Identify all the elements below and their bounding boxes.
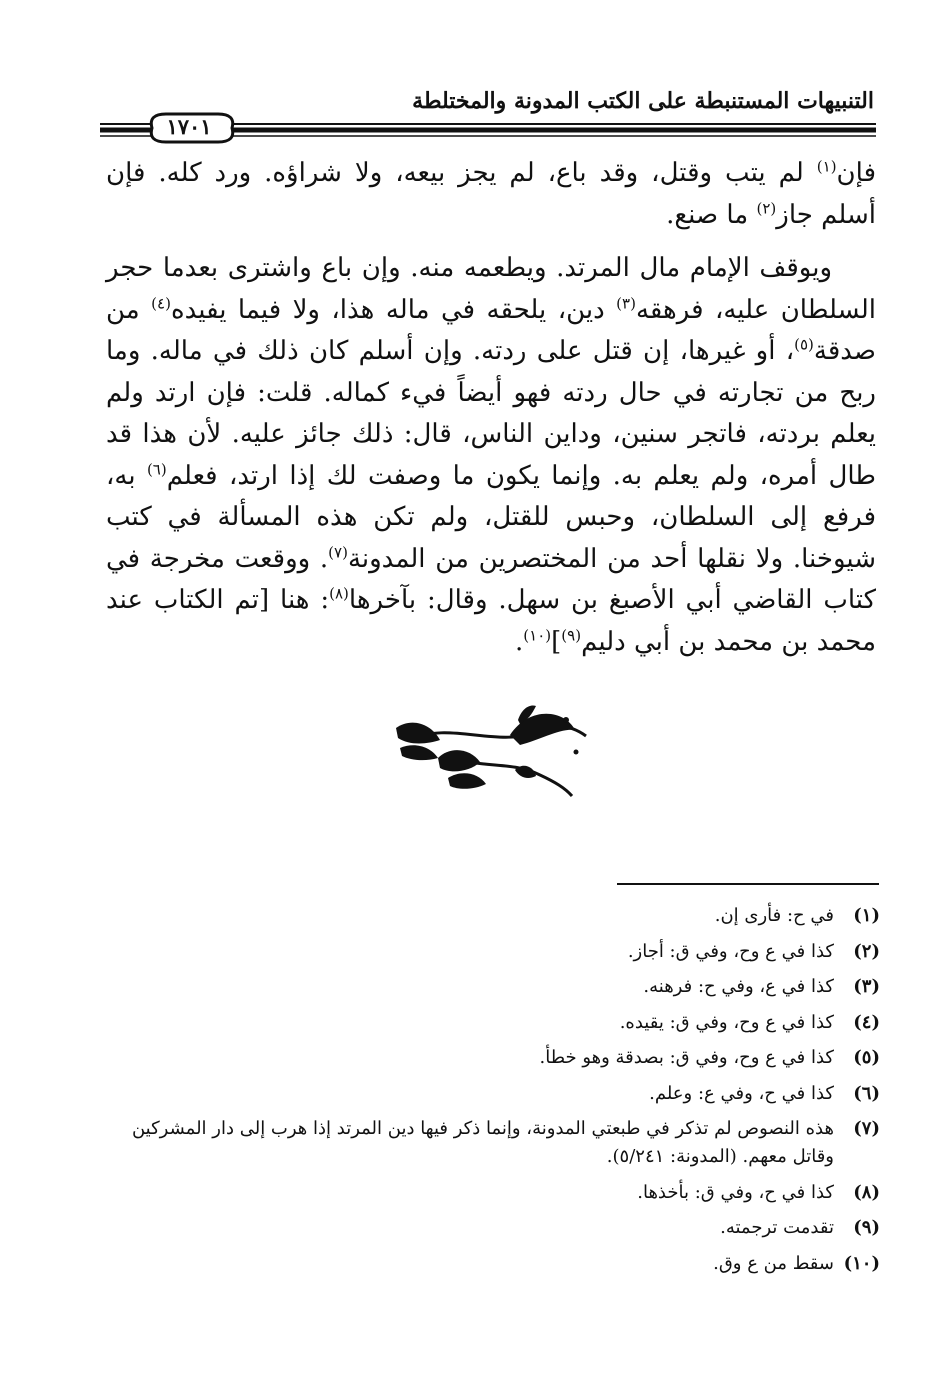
footnote-number: (١٠) bbox=[843, 1252, 880, 1274]
footnote-number: (٨) bbox=[853, 1181, 880, 1203]
footnote-marker: (١٠) bbox=[523, 625, 552, 644]
footnote-number: (٧) bbox=[853, 1118, 880, 1139]
footnote-number: (٢) bbox=[853, 940, 880, 962]
paragraph bbox=[106, 248, 876, 663]
footnote-number: (٣) bbox=[853, 976, 880, 997]
footnote-text: كذا في ح، وفي ق: بأخذها. bbox=[637, 1181, 834, 1203]
footnote-marker: (٨) bbox=[329, 584, 349, 603]
footnote-marker: (١) bbox=[816, 157, 837, 176]
footnote bbox=[108, 1210, 880, 1246]
footnote-marker: (٢) bbox=[756, 198, 777, 217]
footnote-marker: (٩) bbox=[561, 625, 582, 644]
footnote-number: (١) bbox=[853, 905, 880, 926]
footnote-marker: (٣) bbox=[616, 293, 636, 312]
footnote-text: كذا في ع، وفي ح: فرهنه. bbox=[643, 976, 834, 997]
footnote bbox=[108, 1076, 880, 1112]
footnote-number: (٦) bbox=[853, 1082, 880, 1104]
text-run: دين، يلحقه في ماله هذا، ولا فيما يفيده bbox=[170, 294, 617, 325]
text-run: لم يتب وقتل، وقد باع، لم يجز بيعه، ولا شراؤه. ورد كله. فإن أسلم جاز bbox=[106, 158, 876, 230]
text-run: فإن bbox=[836, 158, 876, 188]
text-run: ويوقف الإمام مال المرتد. ويطعمه منه. وإن باع واشترى بعدما حجر السلطان عليه، فرهقه bbox=[106, 253, 876, 325]
text-run: ، أو غيرها، إن قتل على ردته. وإن أسلم كان ذلك في ماله. وما ربح من تجارته في حال ردته فهو أيضاً فيء كماله. قلت: فإن ارتد ولم يعلم بردته، فاتجر سنين، وداين الناس، قال: ذلك جائز عليه. لأن هذا قد طال أمره، ولم يعلم به. وإنما يكون ما وصفت لك إذا ارتد، فعلم bbox=[106, 336, 876, 491]
text-run: : هنا [تم الكتاب عند محمد بن محمد بن أبي دليم bbox=[106, 585, 876, 657]
text-run: . bbox=[515, 626, 524, 657]
footnotes bbox=[108, 898, 880, 1281]
footnote-text: كذا في ع وح، وفي ق: يقيده. bbox=[619, 1011, 834, 1033]
footnote-marker: (٧) bbox=[328, 542, 348, 561]
text-run: . ووقعت مخرجة في كتاب القاضي أبي الأصبغ بن سهل. وقال: بآخرها bbox=[106, 543, 876, 615]
footnote-text: كذا في ع وح، وفي ق: أجاز. bbox=[627, 940, 834, 962]
main-text bbox=[106, 153, 876, 663]
footnote-number: (٤) bbox=[853, 1011, 880, 1033]
footnote bbox=[108, 1111, 880, 1175]
footnote bbox=[108, 1175, 880, 1211]
footnote-marker: (٤) bbox=[151, 293, 171, 312]
footnote bbox=[108, 1040, 880, 1076]
text-run: ] bbox=[551, 626, 562, 657]
footnote-marker: (٦) bbox=[146, 459, 167, 478]
footnote-text: تقدمت ترجمته. bbox=[720, 1217, 834, 1238]
floral-vignette-icon bbox=[390, 700, 595, 800]
text-run: ما صنع. bbox=[666, 199, 757, 230]
footnote-number: (٩) bbox=[853, 1217, 880, 1238]
text-run: من صدقة bbox=[106, 294, 876, 366]
footnote bbox=[108, 1246, 880, 1282]
footnote-separator bbox=[617, 883, 879, 885]
paragraph bbox=[106, 153, 876, 236]
running-title: التنبيهات المستنبطة على الكتب المدونة والمختلطة bbox=[412, 88, 874, 114]
page-number: ١٧٠١ bbox=[166, 113, 212, 139]
footnote bbox=[108, 934, 880, 970]
footnote bbox=[108, 1005, 880, 1041]
footnote-marker: (٥) bbox=[794, 335, 814, 354]
footnote-text: كذا في ع وح، وفي ق: بصدقة وهو خطأ. bbox=[539, 1047, 834, 1068]
footnote-text: في ح: فأرى إن. bbox=[714, 905, 834, 926]
footnote bbox=[108, 898, 880, 934]
footnote-text: هذه النصوص لم تذكر في طبعتي المدونة، وإنما ذكر فيها دين المرتد إذا هرب إلى دار المشركين وقاتل معهم. (المدونة: ٥/٢٤١). bbox=[131, 1118, 834, 1167]
footnote-number: (٥) bbox=[853, 1047, 880, 1068]
text-run: به، فرفع إلى السلطان، وحبس للقتل، ولم تكن هذه المسألة في كتب شيوخنا. ولا نقلها أحد من المختصرين من المدونة bbox=[106, 460, 877, 574]
footnote-text: كذا في ح، وفي ع: وعلم. bbox=[649, 1082, 834, 1104]
footnote bbox=[108, 969, 880, 1005]
footnote-text: سقط من ع وق. bbox=[713, 1252, 834, 1274]
